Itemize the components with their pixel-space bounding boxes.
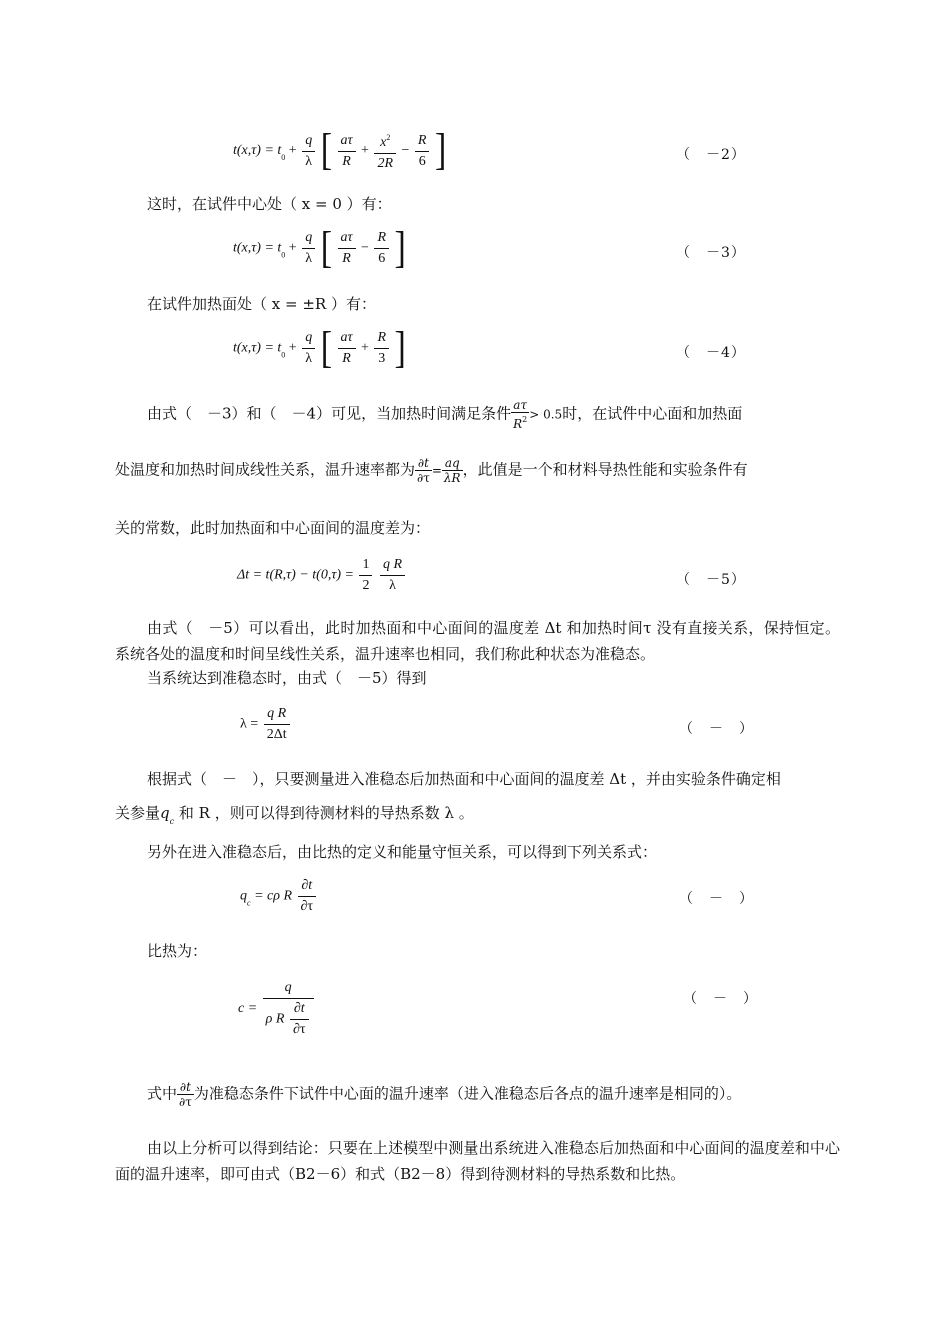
denominator: 3 — [378, 351, 386, 366]
left-bracket: [ — [320, 223, 333, 272]
paragraph-qc — [115, 800, 474, 835]
subscript: 0 — [281, 153, 286, 163]
fraction — [359, 557, 372, 594]
numerator: ∂t — [177, 1080, 194, 1095]
denominator: 2R — [377, 156, 393, 171]
operator: + — [288, 340, 297, 356]
denominator: 6 — [378, 251, 386, 266]
equation-3 — [233, 223, 406, 272]
eq-lhs: t(x,τ) = t — [233, 240, 282, 256]
eq-lhs: Δt = t(R,τ) − t(0,τ) = — [237, 567, 354, 583]
equation-number: （ －2） — [676, 147, 746, 163]
fraction — [302, 133, 315, 170]
fraction — [380, 557, 405, 594]
numerator: 1 — [359, 557, 372, 576]
fraction — [374, 130, 396, 172]
equation-7 — [240, 878, 318, 915]
eq-lhs: t(x,τ) = t — [233, 143, 282, 159]
paragraph-conclusion: 由以上分析可以得到结论：只要在上述模型中测量出系统进入准稳态后加热面和中心面间的温度差和中心面的温升速率，即可由式（B2－6）和式（B2－8）得到待测材料的导热系数和比热。 — [115, 1139, 840, 1183]
equation-2 — [233, 126, 447, 175]
denominator-term: ρ R — [265, 1011, 285, 1027]
condition-fraction — [511, 398, 529, 431]
equation-number: （ － ） — [683, 991, 758, 1007]
fraction — [302, 230, 315, 267]
denominator: R — [513, 417, 523, 431]
rate-fraction-2 — [442, 456, 463, 485]
numerator: aτ — [511, 398, 529, 413]
numerator: R — [415, 133, 430, 152]
numerator: ∂t — [298, 878, 317, 897]
operator: + — [288, 143, 297, 159]
eq-lhs: λ = — [240, 716, 259, 732]
numerator: R — [374, 330, 389, 349]
superscript: 2 — [386, 133, 391, 142]
fraction — [290, 1001, 309, 1038]
superscript: 2 — [522, 415, 528, 424]
fraction — [338, 230, 356, 267]
right-bracket: ] — [394, 323, 406, 372]
denominator: λ — [305, 351, 313, 366]
equation-number: （ － ） — [679, 721, 754, 737]
paragraph: 比热为： — [147, 942, 208, 960]
operator: + — [361, 340, 369, 356]
numerator: aq — [442, 456, 463, 471]
equation-4 — [233, 323, 406, 372]
text-run: 由式（ －3）和（ －4）可见，当加热时间满足条件 — [147, 404, 512, 423]
equation-number: （ －4） — [676, 345, 746, 361]
text-run: ，此值是一个和材料导热性能和实验条件有 — [462, 460, 748, 479]
paragraph: 这时，在试件中心处（ x = 0 ）有： — [147, 195, 392, 213]
subscript: 0 — [281, 250, 286, 260]
denominator: 2Δt — [266, 727, 287, 742]
subscript: c — [169, 817, 175, 826]
equation-6 — [240, 706, 292, 743]
denominator: λ — [305, 153, 313, 169]
fraction — [415, 133, 430, 170]
equation-5 — [237, 557, 407, 594]
numerator: q — [302, 330, 315, 349]
paragraph-rate-definition — [147, 1080, 847, 1109]
eq-lhs: t(x,τ) = t — [233, 340, 282, 356]
fraction — [338, 133, 356, 170]
fraction — [338, 330, 356, 367]
numerator: aτ — [338, 133, 356, 152]
denominator: λ — [389, 578, 396, 593]
right-bracket: ] — [434, 126, 447, 175]
equation-number: （ －5） — [676, 572, 746, 588]
paragraph: 在试件加热面处（ x = ±R ）有： — [147, 295, 376, 313]
operator: = — [431, 463, 442, 478]
eq-lhs: q — [240, 888, 247, 904]
subscript: 0 — [281, 350, 286, 360]
fraction — [374, 330, 389, 367]
paragraph: 关的常数，此时加热面和中心面间的温度差为： — [115, 519, 431, 537]
denominator: λR — [443, 471, 461, 485]
paragraph: 由式（ －5）可以看出，此时加热面和中心面间的温度差 Δt 和加热时间τ 没有直接关系，保持恒定。系统各处的温度和时间呈线性关系，温升速率也相同，我们称此种状态为准稳态。 — [115, 619, 840, 663]
numerator: x — [380, 135, 387, 150]
eq-lhs: c = — [238, 1001, 258, 1017]
rate-fraction — [415, 456, 432, 485]
numerator: q R — [380, 557, 405, 576]
denominator: 2 — [362, 578, 370, 593]
fraction — [302, 330, 315, 367]
equation-number: （ －3） — [676, 245, 746, 261]
text-run: 时，在试件中心面和加热面 — [562, 404, 743, 423]
text-run: 为准稳态条件下试件中心面的温升速率（进入准稳态后各点的温升速率是相同的）。 — [193, 1084, 742, 1103]
fraction — [264, 706, 290, 743]
denominator: ∂τ — [417, 471, 430, 485]
numerator: ∂t — [290, 1001, 309, 1020]
numerator: q — [302, 133, 315, 152]
paragraph: 当系统达到准稳态时，由式（ －5）得到 — [147, 669, 427, 687]
operator: − — [361, 240, 369, 256]
variable: q — [160, 804, 170, 822]
operator: − — [401, 143, 410, 159]
numerator: ∂t — [415, 456, 432, 471]
denominator: λ — [305, 251, 313, 266]
numerator: aτ — [338, 230, 356, 249]
text-run: 式中 — [147, 1084, 178, 1103]
numerator: q — [263, 980, 314, 999]
left-bracket: [ — [320, 126, 333, 175]
fraction — [298, 878, 317, 915]
denominator: ∂τ — [292, 1022, 306, 1037]
paragraph: 根据式（ － ），只要测量进入准稳态后加热面和中心面间的温度差 Δt ，并由实验条件确定相 — [147, 770, 781, 788]
rate-fraction — [177, 1080, 194, 1109]
right-bracket: ] — [394, 223, 406, 272]
fraction — [263, 980, 314, 1038]
paragraph-rate — [115, 456, 845, 485]
denominator: R — [342, 153, 351, 169]
numerator: q R — [264, 706, 290, 725]
denominator: R — [342, 251, 351, 266]
text-run: > 0.5 — [529, 407, 563, 422]
denominator: ∂τ — [300, 899, 314, 914]
denominator: 6 — [418, 153, 426, 169]
left-bracket: [ — [320, 323, 333, 372]
fraction — [374, 230, 389, 267]
subscript: c — [247, 898, 251, 908]
text-run: 和 R ，则可以得到待测材料的导热系数 λ 。 — [178, 804, 474, 822]
paragraph: 另外在进入准稳态后，由比热的定义和能量守恒关系，可以得到下列关系式： — [147, 843, 658, 861]
numerator: q — [302, 230, 315, 249]
denominator: R — [342, 351, 351, 366]
text-run: 关参量 — [115, 804, 161, 822]
equation-number: （ － ） — [679, 891, 754, 907]
equation-8 — [238, 980, 316, 1038]
operator: + — [361, 143, 369, 159]
operator: + — [288, 240, 297, 256]
denominator: ∂τ — [179, 1095, 192, 1109]
numerator: aτ — [338, 330, 356, 349]
eq-middle: = cρ R — [254, 888, 292, 904]
denominator — [263, 999, 314, 1038]
paragraph-conditions — [147, 398, 847, 431]
text-run: 处温度和加热时间成线性关系，温升速率都为 — [115, 460, 416, 479]
numerator: R — [374, 230, 389, 249]
